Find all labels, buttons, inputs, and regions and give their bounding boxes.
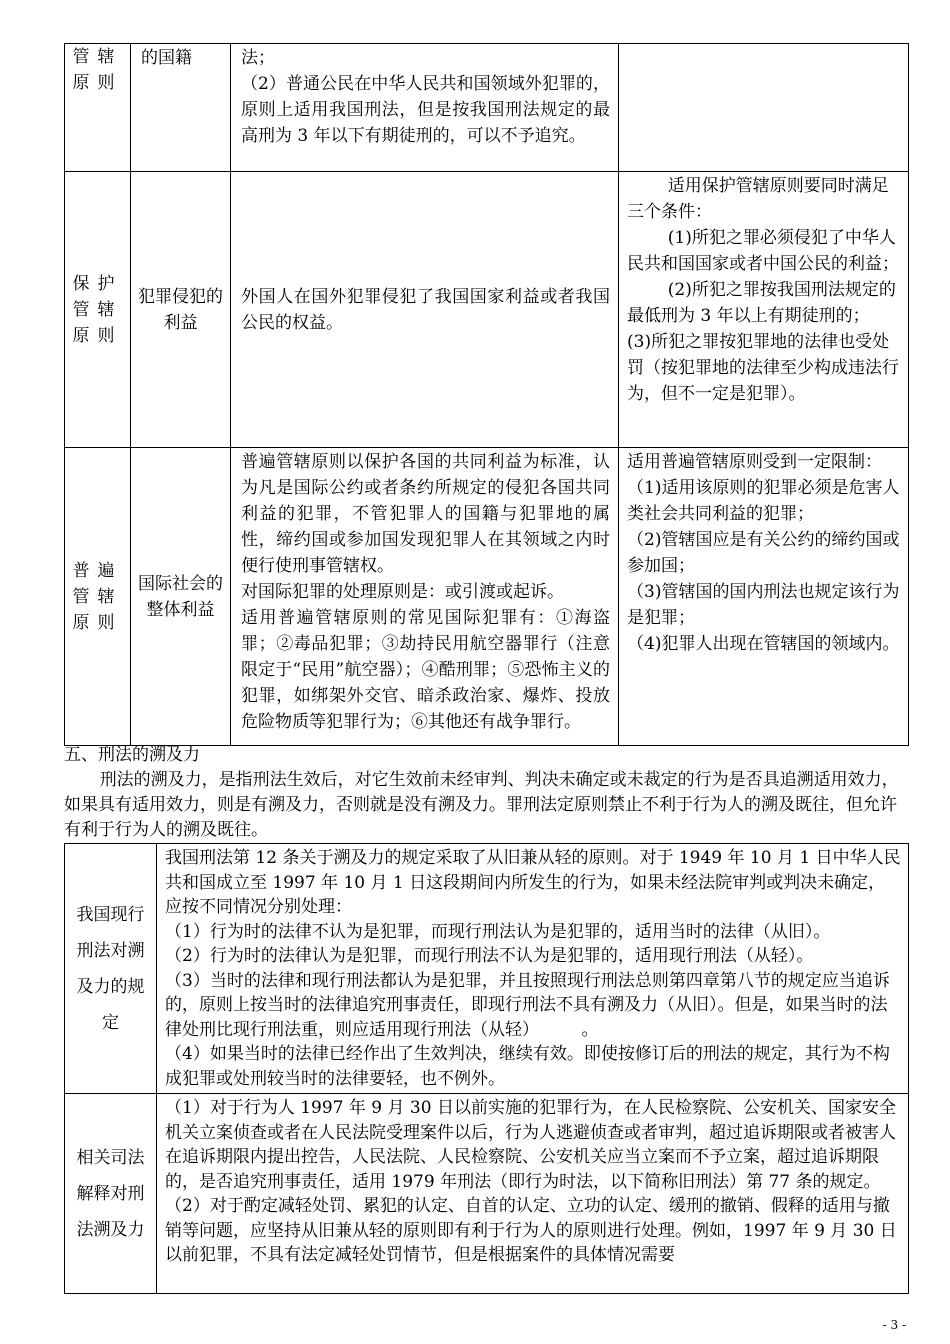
principle-conditions	[619, 448, 909, 746]
table-row	[65, 448, 909, 746]
condition-line: 适用普遍管辖原则受到一定限制：	[627, 452, 882, 472]
protected-object: 的国籍	[131, 44, 231, 172]
content-line: 普遍管辖原则以保护各国的共同利益为标准，认为凡是国际公约或者条约所规定的侵犯各国共同利益的犯罪，不管犯罪人的国籍与犯罪地的属性，缔约国或参加国发现犯罪人在其领域之内时便行使刑事管辖权。	[241, 452, 610, 576]
jurisdiction-table	[64, 43, 909, 746]
row-label: 相关司法解释对刑法溯及力	[65, 1094, 157, 1294]
condition-line: (2)所犯之罪按我国刑法规定的最低刑为 3 年以上有期徒刑的；	[627, 280, 896, 326]
row-content	[157, 1094, 909, 1294]
content-line: 适用普遍管辖原则的常见国际犯罪有：①海盗罪；②毒品犯罪；③劫持民用航空器罪行（注意限定于“民用”航空器）；④酷刑罪；⑤恐怖主义的犯罪，如绑架外交官、暗杀政治家、爆炸、投放危险物质等犯罪行为；⑥其他还有战争罪行。	[241, 608, 610, 732]
principle-content	[231, 172, 619, 448]
row-label: 我国现行刑法对溯及力的规定	[65, 844, 157, 1094]
content-line: （1）行为时的法律不认为是犯罪，而现行刑法认为是犯罪的，适用当时的法律（从旧）。	[165, 921, 831, 942]
content-line: （2）普通公民在中华人民共和国领域外犯罪的，原则上适用我国刑法，但是按我国刑法规定的最高刑为 3 年以下有期徒刑的，可以不予追究。	[241, 74, 610, 146]
content-line: 法；	[241, 48, 275, 68]
principle-name: 管辖原则	[65, 44, 131, 172]
page-number: - 3 -	[882, 1318, 906, 1332]
condition-line: 适用保护管辖原则要同时满足三个条件：	[627, 176, 889, 222]
content-line: （1）对于行为人 1997 年 9 月 30 日以前实施的犯罪行为，在人民检察院、公安机关、国家安全机关立案侦查或者在人民法院受理案件以后，行为人逃避侦查或者审判，超过追诉期限或者被害人在追诉期限内提出控告，人民法院、人民检察院、公安机关应当立案而不予立案，超过追诉期限的，是否追究刑事责任，适用 1979 年刑法（即行为时法，以下简称旧刑法）第 77 条的规定。	[165, 1098, 896, 1192]
principle-conditions	[619, 172, 909, 448]
condition-line: （4)犯罪人出现在管辖国的领域内。	[627, 634, 900, 654]
content-line: 外国人在国外犯罪侵犯了我国国家利益或者我国公民的权益。	[241, 286, 610, 333]
principle-content	[231, 44, 619, 172]
content-line: 对国际犯罪的处理原则是：或引渡或起诉。	[241, 582, 564, 602]
table-row	[65, 1094, 909, 1294]
content-line: （2）对于酌定减轻处罚、累犯的认定、自首的认定、立功的认定、缓刑的撤销、假释的适用与撤销等问题，应坚持从旧兼从轻的原则即有利于行为人的原则进行处理。例如，1997 年 9 月 30 日以前犯罪，不具有法定减轻处罚情节，但是根据案件的具体情况需要	[165, 1196, 897, 1265]
principle-name: 保护管辖原则	[65, 172, 131, 448]
table-row	[65, 172, 909, 448]
condition-line: （2)管辖国应是有关公约的缔约国或参加国；	[627, 530, 900, 576]
principle-content	[231, 448, 619, 746]
condition-line: （3)管辖国的国内刑法也规定该行为是犯罪；	[627, 582, 900, 628]
row-content	[157, 844, 909, 1094]
table-row	[65, 844, 909, 1094]
section-paragraph: 刑法的溯及力，是指刑法生效后，对它生效前未经审判、判决未确定或未裁定的行为是否具追溯适用效力，如果具有适用效力，则是有溯及力，否则就是没有溯及力。罪刑法定原则禁止不利于行为人的溯及既往，但允许有利于行为人的溯及既往。	[64, 770, 899, 840]
condition-line: (1)所犯之罪必须侵犯了中华人民共和国国家或者中国公民的利益；	[627, 228, 899, 274]
content-line: （2）行为时的法律认为是犯罪，而现行刑法不认为是犯罪的，适用现行刑法（从轻）。	[165, 946, 814, 966]
content-line: 我国刑法第 12 条关于溯及力的规定采取了从旧兼从轻的原则。对于 1949 年 10 月 1 日中华人民共和国成立至 1997 年 10 月 1 日这段期间内所发生的行为，如果未经法院审判或判决未确定，应按不同情况分别处理：	[165, 848, 901, 917]
protected-object: 国际社会的整体利益	[131, 448, 231, 746]
condition-line: （1)适用该原则的犯罪必须是危害人类社会共同利益的犯罪；	[627, 478, 900, 524]
content-line: （4）如果当时的法律已经作出了生效判决，继续有效。即使按修订后的刑法的规定，其行为不构成犯罪或处刑较当时的法律要轻，也不例外。	[165, 1044, 890, 1089]
principle-conditions	[619, 44, 909, 172]
table-row	[65, 44, 909, 172]
retroactivity-table	[64, 843, 909, 1294]
section-heading: 五、刑法的溯及力	[64, 745, 200, 765]
condition-line: (3)所犯之罪按犯罪地的法律也受处罚（按犯罪地的法律至少构成违法行为，但不一定是犯罪）。	[627, 332, 899, 404]
content-line: （3）当时的法律和现行刑法都认为是犯罪，并且按照现行刑法总则第四章第八节的规定应当追诉的，原则上按当时的法律追究刑事责任，即现行刑法不具有溯及力（从旧）。但是，如果当时的法律处刑比现行刑法重，则应适用现行刑法（从轻） 。	[165, 970, 890, 1040]
protected-object: 犯罪侵犯的利益	[131, 172, 231, 448]
principle-name: 普遍管辖原则	[65, 448, 131, 746]
